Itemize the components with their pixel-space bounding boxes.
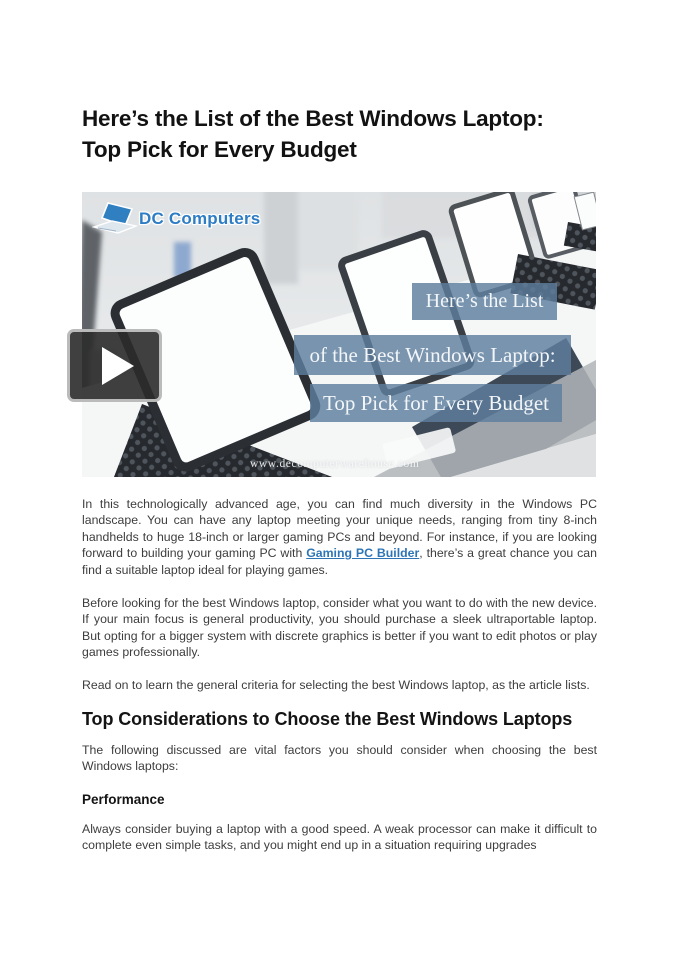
paragraph-considerations: Before looking for the best Windows laptop, consider what you want to do with the new device. If your main focus is general productivity, you should purchase a sleek ultraportable laptop. But opting for a bigger system with discrete graphics is better if you want to edit photos or play games professionally.: [82, 596, 597, 660]
paragraph-factors: The following discussed are vital factors you should consider when choosing the best Windows laptops:: [82, 743, 597, 774]
play-icon: [102, 347, 134, 385]
paragraph-read-on: Read on to learn the general criteria for selecting the best Windows laptop, as the article lists.: [82, 677, 590, 692]
watermark-url: www.decomputerwarehouse.com: [250, 458, 420, 470]
page-title-line2: Top Pick for Every Budget: [82, 137, 357, 162]
play-button[interactable]: [67, 329, 162, 402]
page-title: [82, 103, 597, 165]
paragraph-intro: [82, 496, 597, 578]
page-title-line1: Here’s the List of the Best Windows Laptop:: [82, 106, 544, 131]
paragraph-intro-start: In this technologically advanced age, you can find much diversity in the Windows PC landscape. You can have any laptop meeting your unique needs, ranging from tiny 8-inch handhelds to huge 18-inch or larger gaming PCs and beyond. For instance, if you are looking forward to building your gaming PC with: [82, 497, 597, 561]
logo-text: DC Computers: [139, 209, 261, 228]
gaming-pc-builder-link[interactable]: Gaming PC Builder: [306, 546, 420, 561]
hero-video-thumbnail: [82, 192, 596, 477]
paragraph-performance: Always consider buying a laptop with a good speed. A weak processor can make it difficult to complete even simple tasks, and you might end up in a situation requiring upgrades: [82, 821, 597, 853]
paragraph-intro-end: , there’s a great chance you can find a suitable laptop ideal for playing games.: [82, 546, 597, 577]
laptop-logo-icon: [92, 200, 138, 238]
overlay-caption-line2: of the Best Windows Laptop:: [294, 335, 571, 375]
subheading-performance: Performance: [82, 791, 165, 807]
overlay-caption-line3: Top Pick for Every Budget: [310, 384, 562, 422]
dc-computers-logo: [92, 200, 260, 238]
overlay-caption-line1: Here’s the List: [412, 283, 557, 320]
content-column: [82, 103, 597, 854]
section-heading: Top Considerations to Choose the Best Windows Laptops: [82, 709, 573, 730]
